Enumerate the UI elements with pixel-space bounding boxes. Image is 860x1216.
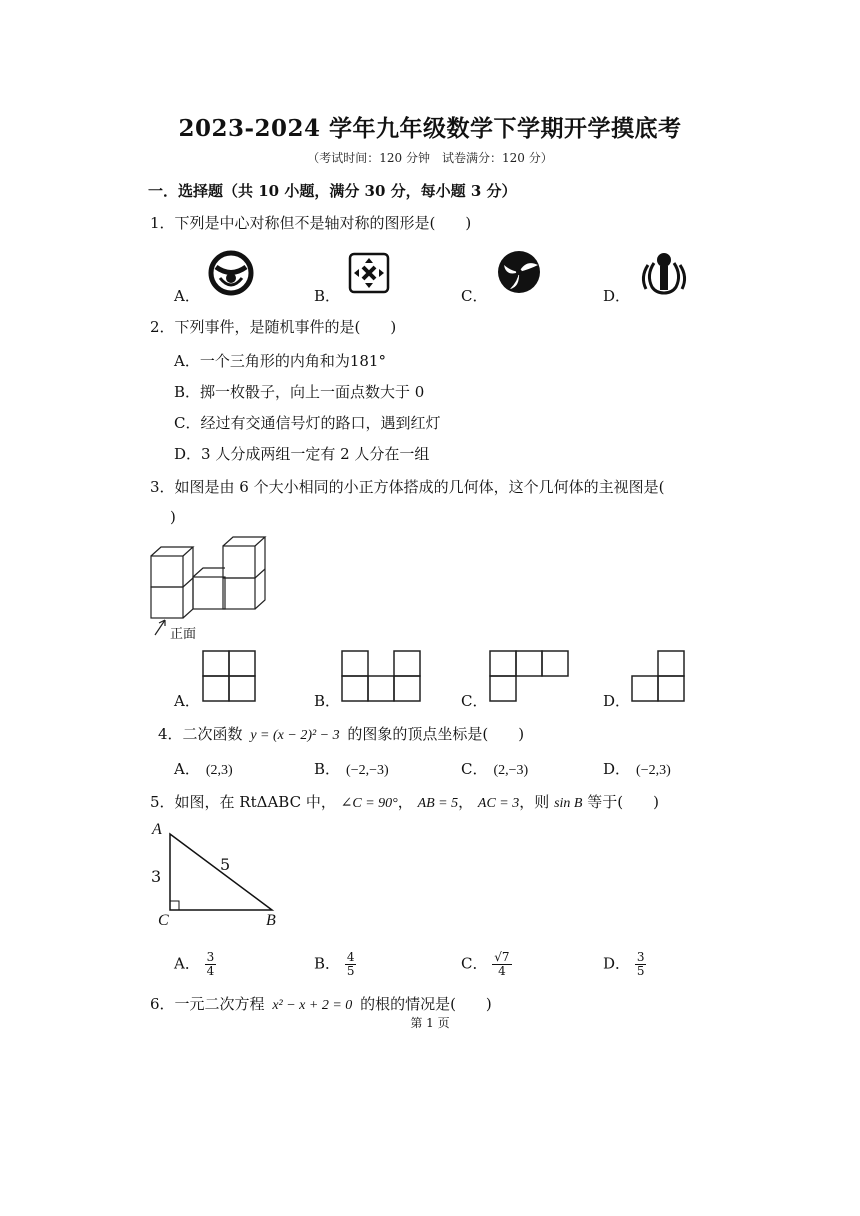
q5-option-a: [174, 951, 216, 978]
q5-option-a-fraction: [205, 951, 217, 978]
q1-option-c-symbol-icon: [496, 249, 542, 295]
q6-equation: x² − x + 2 = 0: [272, 998, 353, 1013]
q4-option-a: [174, 758, 233, 779]
q1-option-d-symbol-icon: [640, 251, 688, 297]
section-heading: 一．选择题（共 10 小题，满分 30 分，每小题 3 分）: [148, 182, 517, 200]
q5-option-b-num: 4: [346, 950, 355, 964]
q4-option-a-letter: A．: [174, 760, 200, 778]
q5-option-b-letter: B．: [314, 954, 341, 973]
exam-info: （考试时间：120 分钟 试卷满分：120 分）: [307, 151, 553, 165]
q3-option-a-view: [202, 650, 258, 702]
q5-vertex-a: A: [152, 821, 162, 838]
q1-option-c-label: C．: [461, 287, 488, 305]
question-3-stem-cont: ): [170, 508, 176, 526]
q1-option-a-label: A．: [174, 287, 200, 305]
q4-option-b-value: (−2,−3): [346, 763, 389, 778]
q5-option-c-den: 4: [498, 964, 506, 978]
question-3-stem: 3．如图是由 6 个大小相同的小正方体搭成的几何体，这个几何体的主视图是(: [150, 478, 665, 496]
question-6-stem: [150, 993, 492, 1014]
q3-option-d-label: D．: [603, 692, 631, 710]
q5-option-c-num: √7: [494, 950, 510, 964]
q1-option-a-symbol-icon: [208, 250, 254, 296]
q5-option-d-letter: D．: [603, 954, 631, 973]
q6-stem-suffix: 的根的情况是( ): [360, 995, 492, 1013]
q5-sinb: sin B: [554, 796, 583, 811]
q4-option-b-letter: B．: [314, 760, 341, 778]
q4-option-d: [603, 758, 671, 779]
q5-ab: AB = 5: [417, 796, 459, 811]
q4-equation: y = (x − 2)² − 3: [250, 728, 340, 743]
q1-option-b-label: B．: [314, 287, 341, 305]
page-title: 2023-2024 学年九年级数学下学期开学摸底考: [178, 115, 682, 142]
q5-option-b: [314, 951, 356, 978]
q1-option-d-label: D．: [603, 287, 631, 305]
q3-option-b-label: B．: [314, 692, 341, 710]
q5-option-b-den: 5: [346, 964, 355, 978]
q4-stem-suffix: 的图象的顶点坐标是( ): [347, 725, 525, 743]
q4-stem-prefix: 4．二次函数: [158, 725, 243, 743]
q6-stem-prefix: 6．一元二次方程: [150, 995, 265, 1013]
q4-option-a-value: (2,3): [205, 763, 233, 778]
q2-option-d: D．3 人分成两组一定有 2 人分在一组: [174, 445, 430, 463]
q5-option-a-num: 3: [206, 950, 215, 964]
q4-option-d-letter: D．: [603, 760, 631, 778]
q5-option-c-fraction: [492, 951, 511, 978]
q5-option-d-den: 5: [636, 964, 645, 978]
q5-option-a-den: 4: [206, 964, 215, 978]
q3-cube-figure: [145, 535, 275, 645]
q5-option-c-letter: C．: [461, 954, 488, 973]
q5-stem-part3: 等于( ): [587, 793, 659, 811]
question-5-stem: [150, 791, 659, 812]
q5-comma-1: ，: [397, 793, 413, 811]
q5-stem-part2: ，则: [519, 793, 550, 811]
q4-option-d-value: (−2,3): [636, 763, 671, 778]
q5-comma-2: ，: [458, 793, 474, 811]
question-1-stem: 1．下列是中心对称但不是轴对称的图形是( ): [150, 214, 472, 232]
q5-vertex-b: B: [266, 912, 276, 929]
q4-option-b: [314, 758, 389, 779]
q5-side-ab-label: 5: [220, 855, 231, 874]
q3-option-c-view: [489, 650, 571, 702]
q5-option-c: [461, 951, 512, 978]
q5-vertex-c: C: [158, 912, 169, 929]
question-2-stem: 2．下列事件，是随机事件的是( ): [150, 318, 397, 336]
q5-angle: ∠C = 90°: [340, 796, 398, 811]
q5-stem-part1: 5．如图，在 RtΔABC 中，: [150, 793, 336, 811]
q5-option-d-num: 3: [636, 950, 645, 964]
q3-option-b-view: [341, 650, 423, 702]
q5-option-b-fraction: [345, 951, 357, 978]
q4-option-c: [461, 758, 528, 779]
page-number: 第 1 页: [410, 1016, 450, 1030]
front-view-label: 正面: [170, 627, 197, 642]
q3-option-a-label: A．: [174, 692, 200, 710]
q5-option-d: [603, 951, 646, 978]
q5-option-d-fraction: [635, 951, 647, 978]
q4-option-c-letter: C．: [461, 760, 488, 778]
q3-option-d-view: [631, 650, 687, 702]
q2-option-b: B．掷一枚骰子，向上一面点数大于 0: [174, 383, 425, 401]
question-4-stem: [158, 723, 524, 744]
q2-option-a: A．一个三角形的内角和为181°: [174, 352, 386, 370]
q5-side-ac-label: 3: [151, 867, 162, 886]
q1-option-b-symbol-icon: [348, 252, 390, 294]
q4-option-c-value: (2,−3): [493, 763, 529, 778]
q5-option-a-letter: A．: [174, 954, 200, 973]
q2-option-c: C．经过有交通信号灯的路口，遇到红灯: [174, 414, 441, 432]
q5-ac: AC = 3: [477, 796, 520, 811]
q3-option-c-label: C．: [461, 692, 488, 710]
